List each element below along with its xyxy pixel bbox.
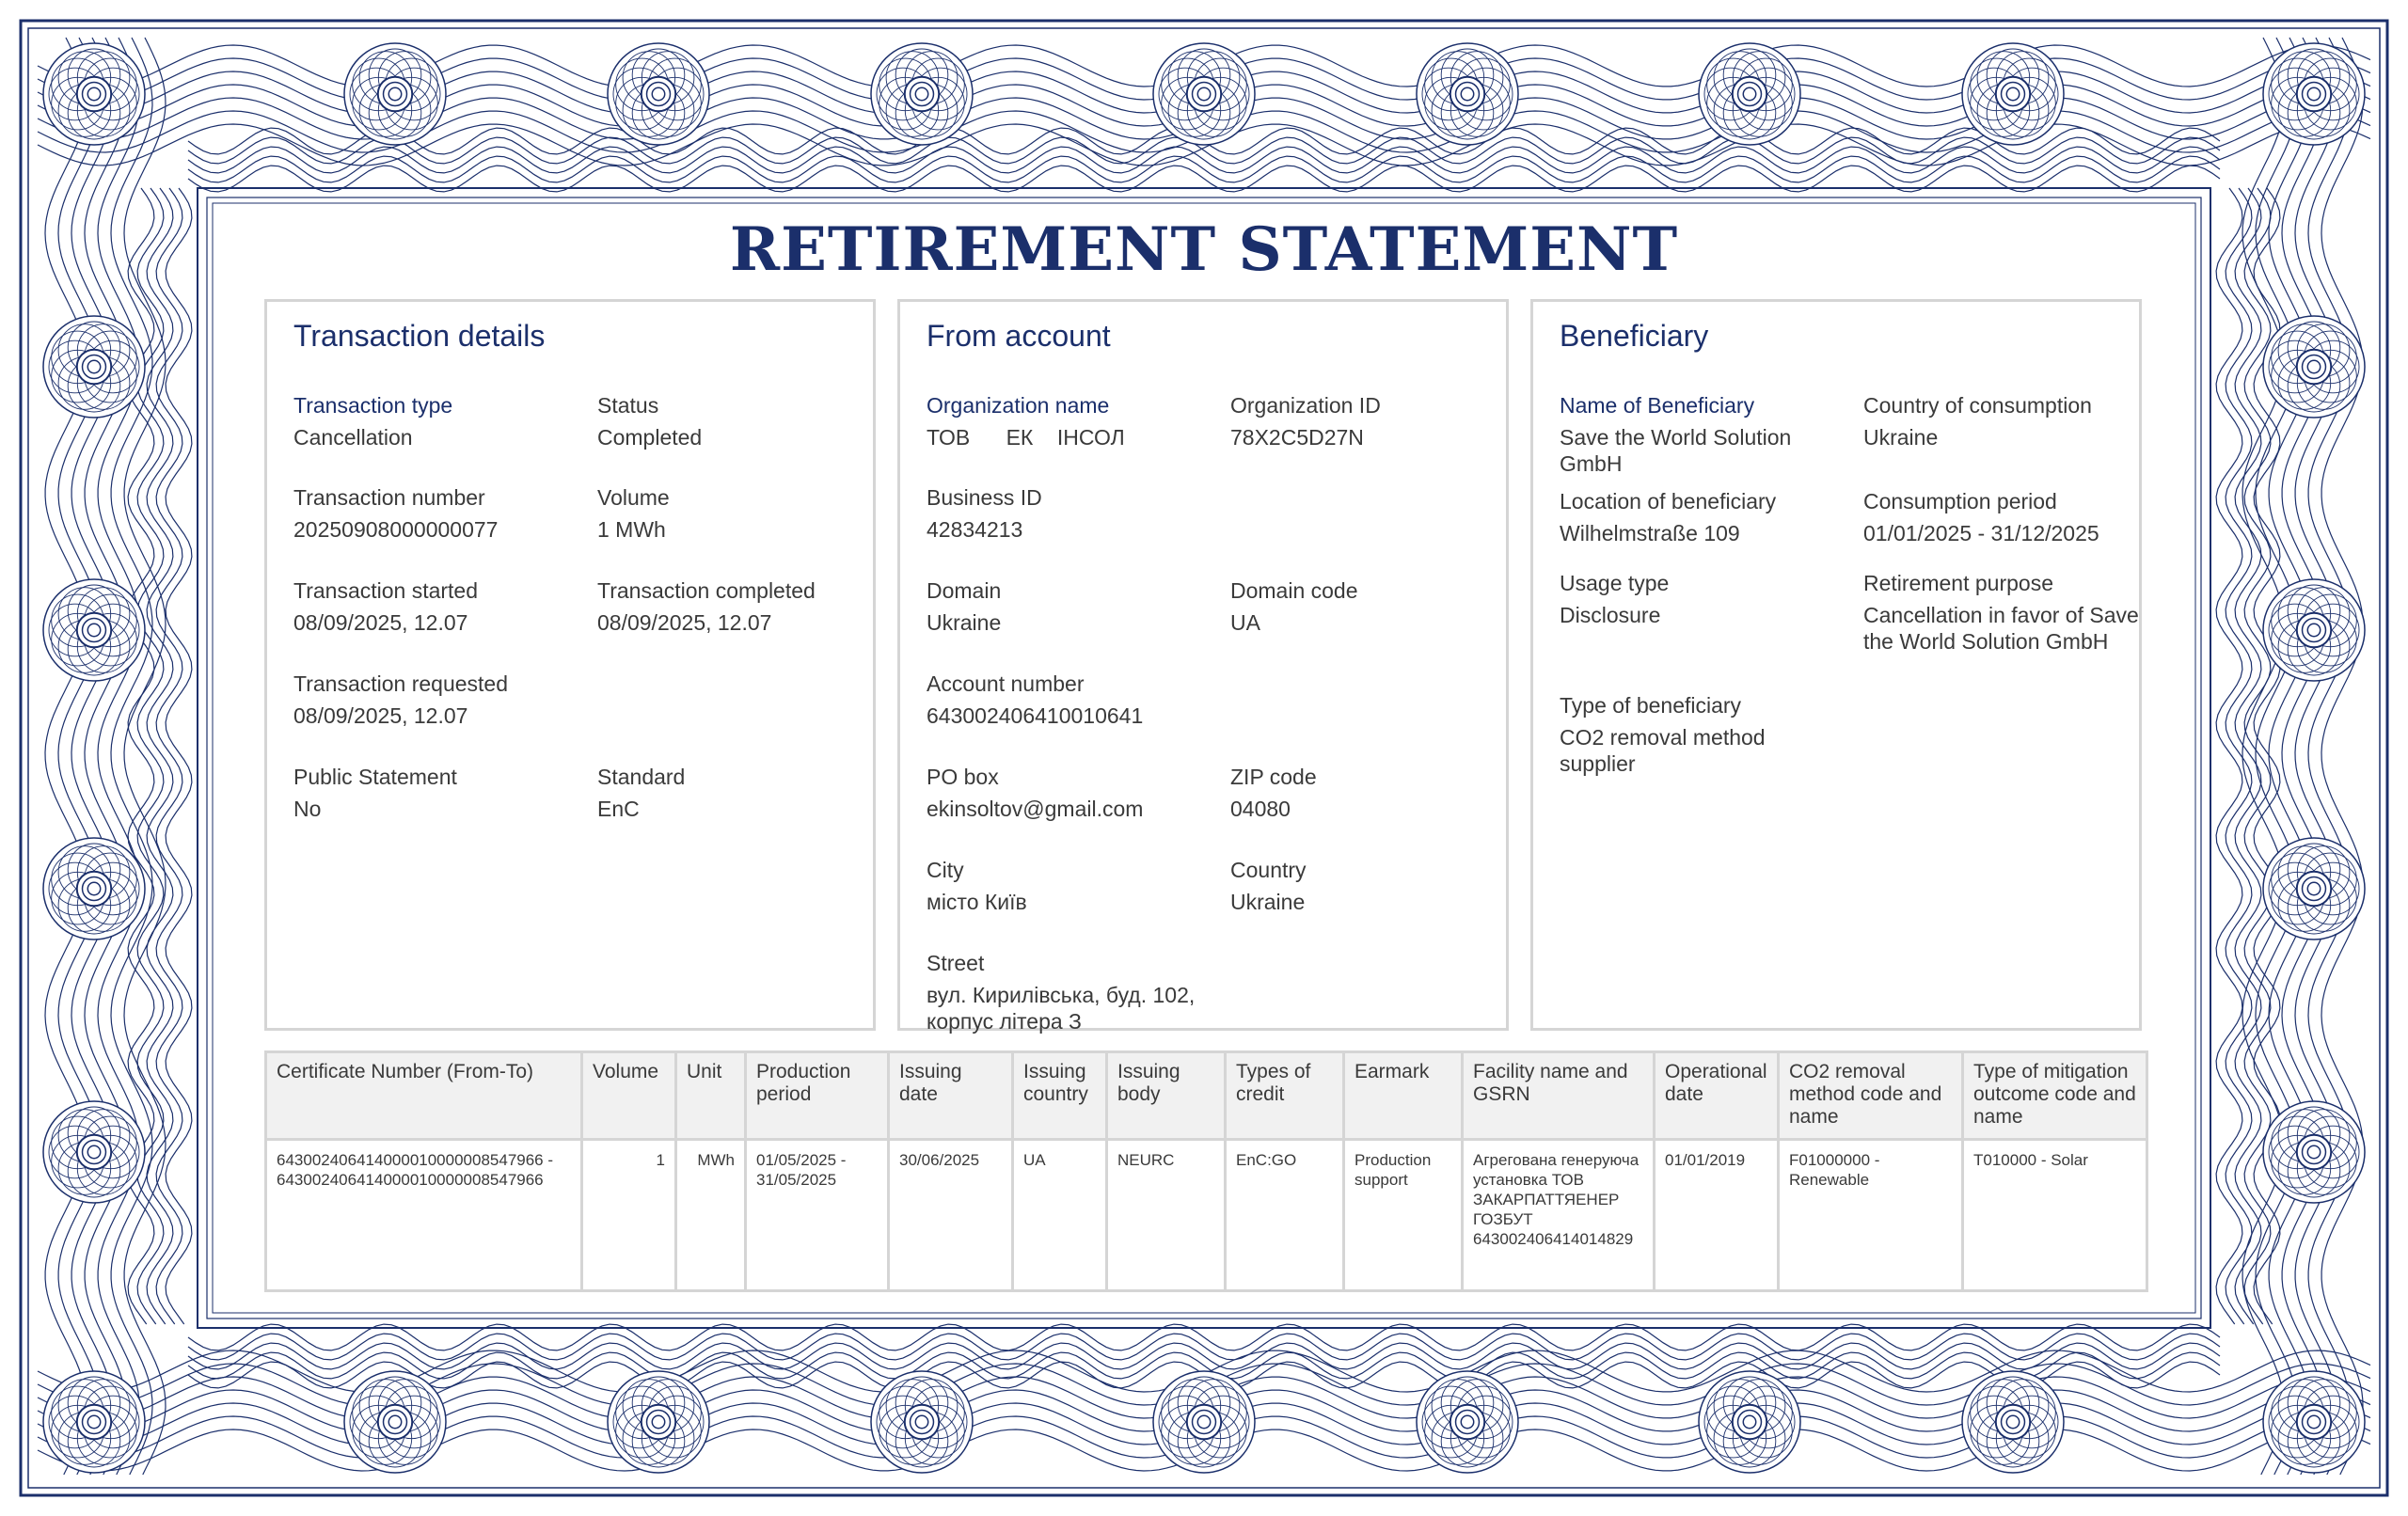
field-value: Ukraine <box>927 610 1002 635</box>
field-transaction-number <box>293 484 576 543</box>
field-label: Organization ID <box>1230 393 1381 418</box>
table-cell-earmark: Production support <box>1344 1140 1463 1291</box>
field-retirement-purpose <box>1863 570 2146 655</box>
field-value: 78X2C5D27N <box>1230 425 1364 450</box>
table-cell-unit: MWh <box>676 1140 746 1291</box>
field-domain <box>927 577 1209 636</box>
field-label: Public Statement <box>293 765 457 789</box>
field-value: Wilhelmstraße 109 <box>1560 521 1740 545</box>
field-label: City <box>927 858 964 882</box>
field-value: Save the World Solution GmbH <box>1560 425 1792 476</box>
field-transaction-completed <box>597 577 879 636</box>
column-header-issuing-country: Issuing country <box>1013 1052 1107 1140</box>
column-header-earmark: Earmark <box>1344 1052 1463 1140</box>
field-value: Cancellation <box>293 425 413 450</box>
field-label: Retirement purpose <box>1863 571 2053 595</box>
field-status <box>597 392 879 450</box>
field-organization-id <box>1230 392 1513 450</box>
field-label: ZIP code <box>1230 765 1317 789</box>
table-cell-issuing-country: UA <box>1013 1140 1107 1291</box>
field-value: 08/09/2025, 12.07 <box>293 703 468 728</box>
field-label: Usage type <box>1560 571 1670 595</box>
field-consumption-period <box>1863 488 2146 546</box>
field-label: Volume <box>597 485 670 510</box>
beneficiary-panel <box>1530 299 2142 1031</box>
field-label: Location of beneficiary <box>1560 489 1777 513</box>
field-value: ekinsoltov@gmail.com <box>927 797 1144 821</box>
field-value: Ukraine <box>1863 425 1939 450</box>
field-transaction-requested <box>293 671 576 729</box>
column-header-volume: Volume <box>582 1052 676 1140</box>
field-label: Name of Beneficiary <box>1560 393 1755 418</box>
table-row <box>266 1140 2147 1291</box>
table-cell-certificate-number-from-to: 643002406414000010000008547966 - 643002406414000010000008547966 <box>266 1140 582 1291</box>
field-public-statement <box>293 764 576 822</box>
field-label: Transaction type <box>293 393 453 418</box>
field-label: Organization name <box>927 393 1110 418</box>
field-label: Status <box>597 393 659 418</box>
field-po-box <box>927 764 1209 822</box>
field-value: вул. Кирилівська, буд. 102, корпус літера З <box>927 983 1196 1034</box>
transaction-details-heading: Transaction details <box>293 319 546 353</box>
field-business-id <box>927 484 1209 543</box>
field-value: 08/09/2025, 12.07 <box>293 610 468 635</box>
field-label: Country <box>1230 858 1307 882</box>
field-value: Cancellation in favor of Save the World Solution GmbH <box>1863 603 2139 654</box>
field-label: Country of consumption <box>1863 393 2092 418</box>
field-transaction-type <box>293 392 576 450</box>
field-label: Transaction started <box>293 578 479 603</box>
field-value: 20250908000000077 <box>293 517 499 542</box>
column-header-type-of-mitigation-outcome-code-and-name: Type of mitigation outcome code and name <box>1963 1052 2147 1140</box>
field-value: 42834213 <box>927 517 1023 542</box>
field-label: Domain <box>927 578 1002 603</box>
field-domain-code <box>1230 577 1513 636</box>
field-standard <box>597 764 879 822</box>
field-label: Transaction completed <box>597 578 816 603</box>
field-account-number <box>927 671 1209 729</box>
table-cell-facility-name-and-gsrn: Агрегована генеруюча установка ТОВ ЗАКАРПАТТЯЕНЕР ГОЗБУТ 643002406414014829 <box>1463 1140 1655 1291</box>
field-value: 01/01/2025 - 31/12/2025 <box>1863 521 2099 545</box>
field-value: No <box>293 797 322 821</box>
table-cell-issuing-body: NEURC <box>1107 1140 1226 1291</box>
field-street <box>927 950 1209 1034</box>
field-value: Completed <box>597 425 703 450</box>
column-header-types-of-credit: Types of credit <box>1226 1052 1344 1140</box>
document-title: RETIREMENT STATEMENT <box>729 214 1679 285</box>
table-cell-volume: 1 <box>582 1140 676 1291</box>
field-label: Business ID <box>927 485 1042 510</box>
field-country <box>1230 857 1513 915</box>
certificates-table <box>264 1050 2148 1292</box>
table-cell-production-period: 01/05/2025 - 31/05/2025 <box>746 1140 889 1291</box>
column-header-issuing-date: Issuing date <box>889 1052 1013 1140</box>
from-account-heading: From account <box>927 319 1111 353</box>
field-label: Street <box>927 951 985 975</box>
field-value: 1 MWh <box>597 517 666 542</box>
field-label: PO box <box>927 765 999 789</box>
field-value: UA <box>1230 610 1260 635</box>
field-transaction-started <box>293 577 576 636</box>
field-usage-type <box>1560 570 1842 628</box>
field-value: ТОВ ЕК ІНСОЛ <box>927 425 1125 450</box>
from-account-panel <box>897 299 1509 1034</box>
column-header-operational-date: Operational date <box>1655 1052 1779 1140</box>
field-value: 04080 <box>1230 797 1291 821</box>
field-type-of-beneficiary <box>1560 692 1842 777</box>
field-zip-code <box>1230 764 1513 822</box>
field-label: Consumption period <box>1863 489 2057 513</box>
field-value: 08/09/2025, 12.07 <box>597 610 772 635</box>
table-cell-types-of-credit: EnC:GO <box>1226 1140 1344 1291</box>
column-header-issuing-body: Issuing body <box>1107 1052 1226 1140</box>
field-label: Domain code <box>1230 578 1358 603</box>
table-cell-operational-date: 01/01/2019 <box>1655 1140 1779 1291</box>
field-value: Disclosure <box>1560 603 1661 627</box>
table-cell-co2-removal-method-code-and-name: F01000000 - Renewable <box>1779 1140 1963 1291</box>
column-header-certificate-number-from-to: Certificate Number (From-To) <box>266 1052 582 1140</box>
field-value: місто Київ <box>927 890 1027 914</box>
field-label: Transaction number <box>293 485 485 510</box>
certificates-header-row <box>266 1052 2147 1140</box>
field-city <box>927 857 1209 915</box>
table-cell-issuing-date: 30/06/2025 <box>889 1140 1013 1291</box>
column-header-unit: Unit <box>676 1052 746 1140</box>
field-label: Transaction requested <box>293 671 509 696</box>
column-header-co2-removal-method-code-and-name: CO2 removal method code and name <box>1779 1052 1963 1140</box>
transaction-details-panel <box>264 299 876 1031</box>
field-value: CO2 removal method supplier <box>1560 725 1766 776</box>
beneficiary-heading: Beneficiary <box>1560 319 1709 353</box>
field-volume <box>597 484 879 543</box>
table-cell-type-of-mitigation-outcome-code-and-name: T010000 - Solar <box>1963 1140 2147 1291</box>
field-label: Type of beneficiary <box>1560 693 1742 718</box>
column-header-production-period: Production period <box>746 1052 889 1140</box>
field-value: Ukraine <box>1230 890 1306 914</box>
field-location-of-beneficiary <box>1560 488 1842 546</box>
field-label: Standard <box>597 765 686 789</box>
field-value: 643002406410010641 <box>927 703 1144 728</box>
field-label: Account number <box>927 671 1085 696</box>
field-organization-name <box>927 392 1209 450</box>
column-header-facility-name-and-gsrn: Facility name and GSRN <box>1463 1052 1655 1140</box>
field-value: EnC <box>597 797 640 821</box>
field-name-of-beneficiary <box>1560 392 1842 477</box>
field-country-of-consumption <box>1863 392 2146 450</box>
